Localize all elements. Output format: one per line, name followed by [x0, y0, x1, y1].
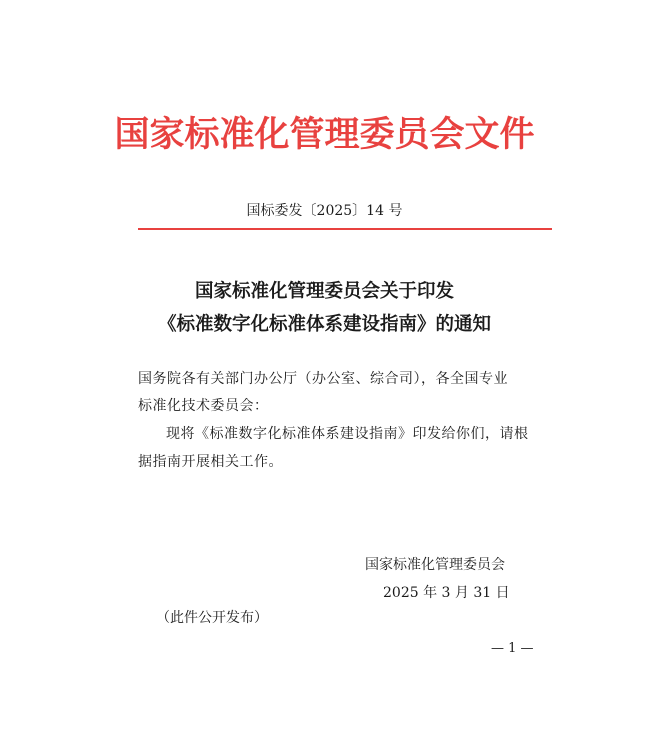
notice-title-line-2: 《标准数字化标准体系建设指南》的通知 — [157, 314, 491, 335]
body-paragraph-line-1: 现将《标准数字化标准体系建设指南》印发给你们，请根 — [166, 426, 529, 442]
notice-title-line-1: 国家标准化管理委员会关于印发 — [194, 281, 454, 302]
body-recipients-line-2: 标准化技术委员会： — [138, 398, 269, 414]
document-number: 国标委发〔2025〕14 号 — [246, 203, 403, 219]
red-divider-line — [138, 228, 552, 230]
signature-date: 2025 年 3 月 31 日 — [383, 585, 510, 601]
signature-organization: 国家标准化管理委员会 — [365, 557, 505, 573]
body-recipients-line-1: 国务院各有关部门办公厅（办公室、综合司），各全国专业 — [138, 371, 508, 387]
document-header-title: 国家标准化管理委员会文件 — [114, 114, 535, 155]
body-paragraph-line-2: 据指南开展相关工作。 — [138, 454, 283, 470]
public-release-note: （此件公开发布） — [156, 610, 268, 626]
page-number: — 1 — — [491, 641, 534, 656]
